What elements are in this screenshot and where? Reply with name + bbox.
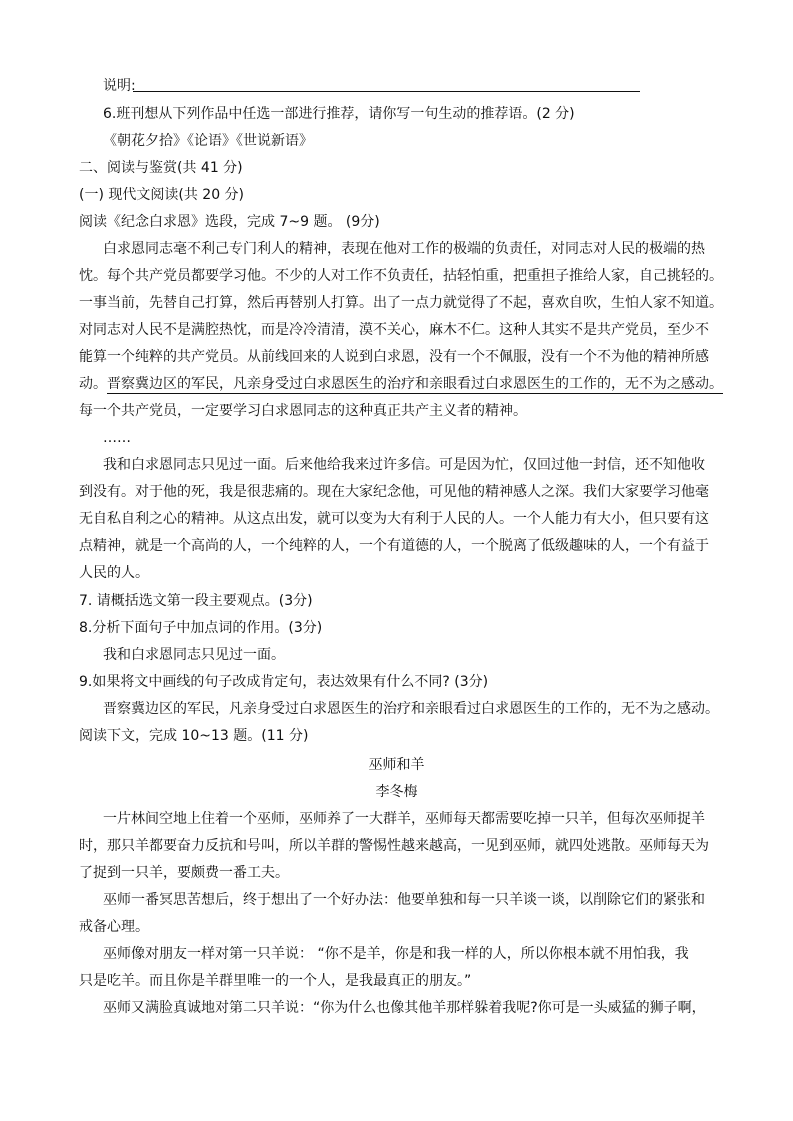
passage-1-p2-line: 人民的人。 xyxy=(79,565,149,581)
ellipsis: …… xyxy=(103,430,131,446)
passage-2-title: 巫师和羊 xyxy=(368,757,425,773)
answer-blank-line xyxy=(133,91,640,92)
passage-1-p2-line: 我和白求恩同志只见过一面。后来他给我来过许多信。可是因为忙，仅回过他一封信，还不知他收 xyxy=(103,457,705,473)
question-7: 7. 请概括选文第一段主要观点。(3分) xyxy=(79,593,313,609)
underlined-sentence: 晋察冀边区的军民，凡亲身受过白求恩医生的治疗和亲眼看过白求恩医生的工作的，无不为之感动。 xyxy=(107,376,723,392)
section-2-sub-1: (一) 现代文阅读(共 20 分) xyxy=(79,187,245,203)
question-6-works: 《朝花夕拾》《论语》《世说新语》 xyxy=(103,133,313,149)
passage-2-line: 巫师像对朋友一样对第一只羊说： “你不是羊，你是和我一样的人，所以你根本就不用怕我，我 xyxy=(103,946,689,962)
passage-2-author: 李冬梅 xyxy=(375,784,418,800)
passage-2-line: 巫师又满脸真诚地对第二只羊说：“你为什么也像其他羊那样躲着我呢?你可是一头威猛的狮子啊， xyxy=(103,1000,706,1016)
question-9-sentence: 晋察冀边区的军民，凡亲身受过白求恩医生的治疗和亲眼看过白求恩医生的工作的，无不为之感动。 xyxy=(103,701,719,717)
passage-1-p2-line: 到没有。对于他的死，我是很悲痛的。现在大家纪念他，可见他的精神感人之深。我们大家要学习他毫 xyxy=(79,484,709,500)
passage-1-p2-line: 点精神，就是一个高尚的人，一个纯粹的人，一个有道德的人，一个脱离了低级趣味的人，一个有益于 xyxy=(79,538,709,554)
question-8: 8.分析下面句子中加点词的作用。(3分) xyxy=(79,620,323,636)
reading-intro-1: 阅读《纪念白求恩》选段，完成 7~9 题。 (9分) xyxy=(79,214,380,230)
explain-label: 说明: xyxy=(103,78,136,94)
passage-2-line: 只是吃羊。而且你是羊群里唯一的一个人，是我最真正的朋友。” xyxy=(79,973,472,989)
reading-intro-2: 阅读下文，完成 10~13 题。(11 分) xyxy=(79,728,309,744)
section-2-title: 二、阅读与鉴赏(共 41 分) xyxy=(79,160,243,176)
passage-1-line: 白求恩同志毫不利己专门利人的精神，表现在他对工作的极端的负责任，对同志对人民的极端的热 xyxy=(103,241,705,257)
passage-1-line-6-start: 动。 xyxy=(79,376,107,392)
passage-2-line: 巫师一番冥思苦想后，终于想出了一个好办法：他要单独和每一只羊谈一谈，以削除它们的紧张和 xyxy=(103,892,705,908)
passage-2-line: 了捉到一只羊，要颇费一番工夫。 xyxy=(79,865,289,881)
passage-1-line: 对同志对人民不是满腔热忱，而是冷冷清清，漠不关心，麻木不仁。这种人其实不是共产党员，至少不 xyxy=(79,322,709,338)
passage-2-line: 一片林间空地上住着一个巫师，巫师养了一大群羊，巫师每天都需要吃掉一只羊，但每次巫师捉羊 xyxy=(103,811,705,827)
passage-2-line: 戒备心理。 xyxy=(79,919,149,935)
question-9: 9.如果将文中画线的句子改成肯定句，表达效果有什么不同? (3分) xyxy=(79,674,489,690)
passage-1-line: 能算一个纯粹的共产党员。从前线回来的人说到白求恩，没有一个不佩服，没有一个不为他的精神所感 xyxy=(79,349,709,365)
question-8-sentence: 我和白求恩同志只见过一面。 xyxy=(103,647,285,663)
passage-1-line: 忱。每个共产党员都要学习他。不少的人对工作不负责任，拈轻怕重，把重担子推给人家，自己挑轻的。 xyxy=(79,268,723,284)
passage-2-line: 时，那只羊都要奋力反抗和号叫，所以羊群的警惕性越来越高，一见到巫师，就四处逃散。巫师每天为 xyxy=(79,838,709,854)
question-6: 6.班刊想从下列作品中任选一部进行推荐，请你写一句生动的推荐语。(2 分) xyxy=(103,106,575,122)
passage-1-line: 每一个共产党员，一定要学习白求恩同志的这种真正共产主义者的精神。 xyxy=(79,403,527,419)
passage-1-line: 一事当前，先替自己打算，然后再替别人打算。出了一点力就觉得了不起，喜欢自吹，生怕人家不知道。 xyxy=(79,295,723,311)
passage-1-line-6 xyxy=(79,375,723,393)
passage-1-p2-line: 无自私自利之心的精神。从这点出发，就可以变为大有利于人民的人。一个人能力有大小，但只要有这 xyxy=(79,511,709,527)
